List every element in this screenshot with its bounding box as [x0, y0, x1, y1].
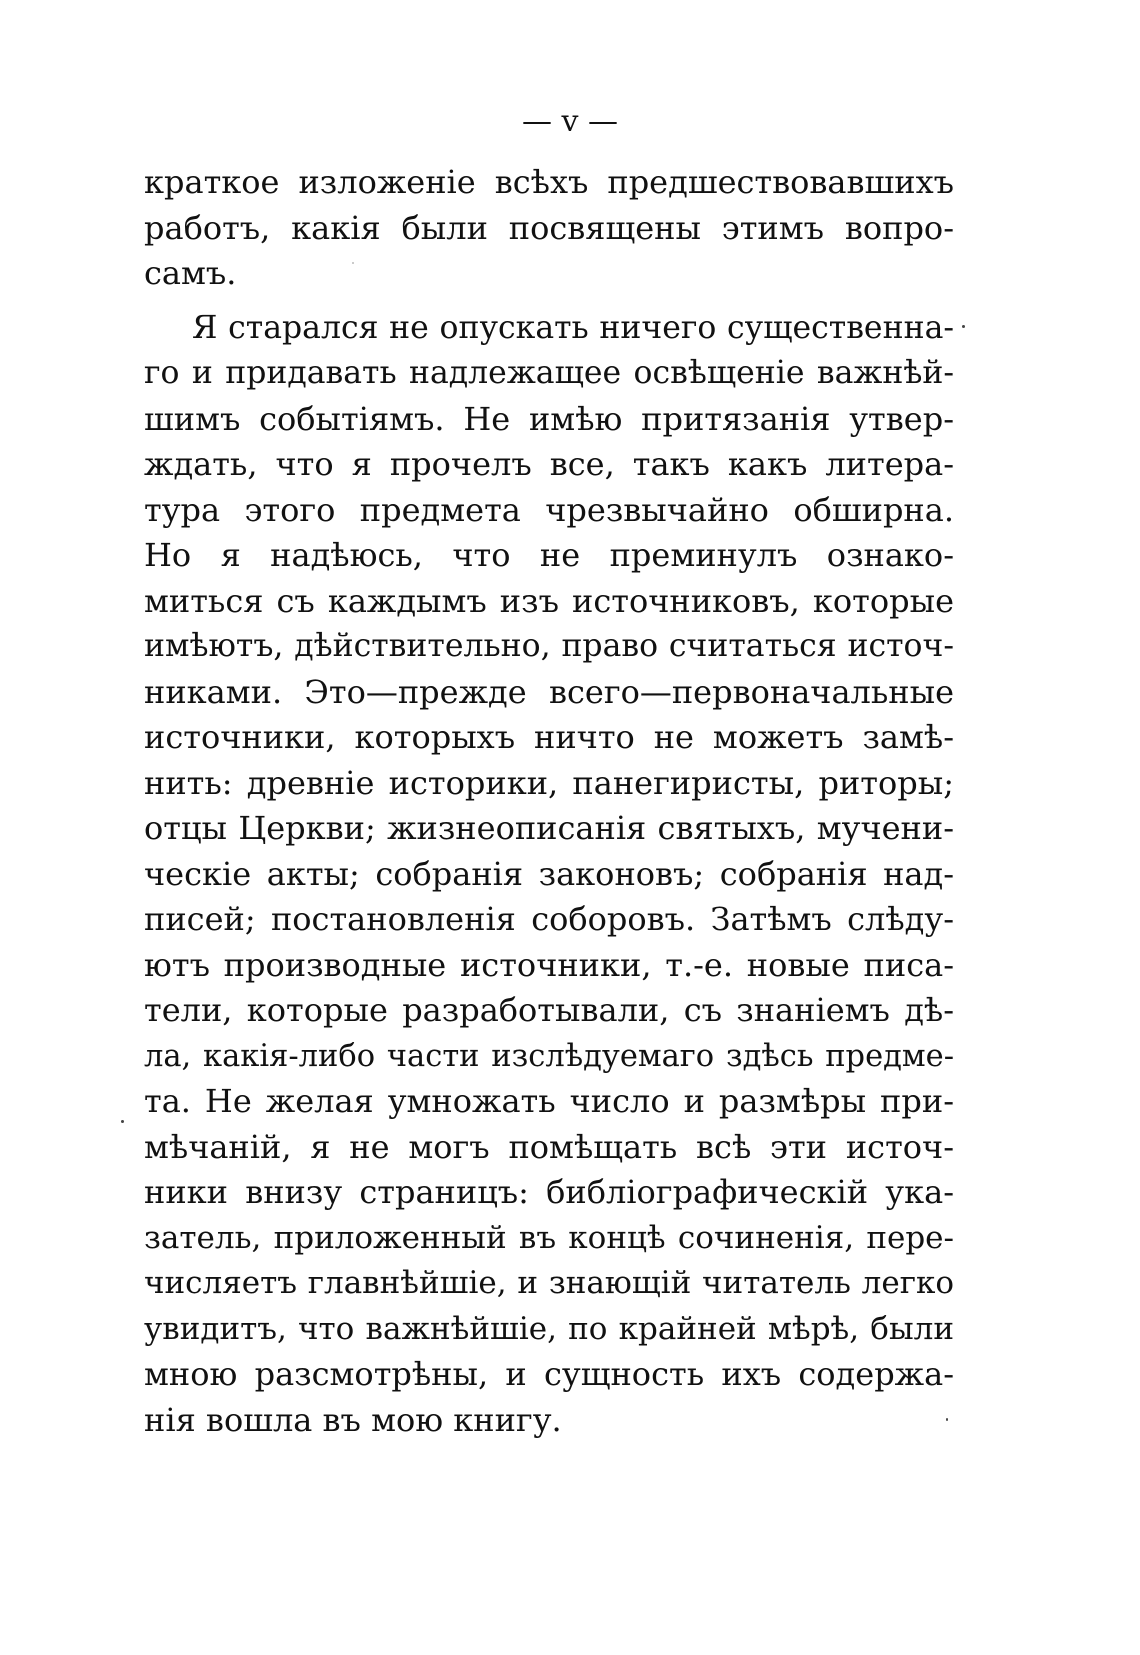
text-line: краткое изложеніе всѣхъ предшествовавшихъ [144, 163, 954, 201]
body-text [144, 160, 954, 1443]
text-line: писей; постановленія соборовъ. Затѣмъ слѣду- [144, 900, 954, 938]
scan-speck [946, 1418, 948, 1421]
text-line: источники, которыхъ ничто не можетъ замѣ- [144, 718, 954, 756]
text-line: нія вошла въ мою книгу. [144, 1400, 562, 1439]
text-line: та. Не желая умножать число и размѣры при- [144, 1082, 954, 1120]
text-line: ждать, что я прочелъ все, такъ какъ литера- [144, 445, 954, 483]
scan-speck [121, 1120, 124, 1123]
scan-speck [962, 325, 965, 328]
text-line: нить: древніе историки, панегиристы, риторы; [144, 763, 954, 802]
page-number: — v — [521, 104, 619, 139]
text-line: тели, которые разработывали, съ знаніемъ дѣ- [144, 991, 954, 1029]
text-line: мною разсмотрѣны, и сущность ихъ содержа- [144, 1355, 954, 1393]
text-line: ютъ производные источники, т.-е. новые писа- [144, 945, 954, 984]
text-line: миться съ каждымъ изъ источниковъ, которые [144, 581, 954, 620]
paragraph-1 [144, 160, 954, 297]
text-line: мѣчаній, я не могъ помѣщать всѣ эти источ- [144, 1127, 954, 1166]
text-line: Но я надѣюсь, что не преминулъ ознако- [144, 536, 954, 574]
text-line: работъ, какія были посвящены этимъ вопро- [144, 208, 954, 247]
text-line: числяетъ главнѣйшіе, и знающій читатель легко [144, 1265, 954, 1301]
text-line: никами. Это—прежде всего—первоначальные [144, 672, 954, 711]
paragraph-2 [144, 306, 954, 1444]
text-line: увидитъ, что важнѣйшіе, по крайней мѣрѣ, были [144, 1310, 954, 1347]
text-line: самъ. [144, 254, 237, 292]
text-line: шимъ событіямъ. Не имѣю притязанія утвер- [144, 399, 954, 438]
text-line: ческіе акты; собранія законовъ; собранія над- [144, 854, 954, 893]
text-line: отцы Церкви; жизнеописанія святыхъ, мучени- [144, 809, 954, 847]
text-line: имѣютъ, дѣйствительно, право считаться источ- [144, 628, 954, 664]
text-line: ла, какія-либо части изслѣдуемаго здѣсь предме- [144, 1038, 954, 1074]
scan-speck [352, 262, 354, 264]
text-line: ники внизу страницъ: библіографическій ука- [144, 1173, 954, 1211]
text-line: затель, приложенный въ концѣ сочиненія, пере- [144, 1219, 954, 1256]
text-line: Я старался не опускать ничего существенна- [192, 309, 954, 346]
text-line: тура этого предмета чрезвычайно обширна. [144, 490, 954, 529]
text-line: го и придавать надлежащее освѣщеніе важнѣй- [144, 355, 954, 391]
